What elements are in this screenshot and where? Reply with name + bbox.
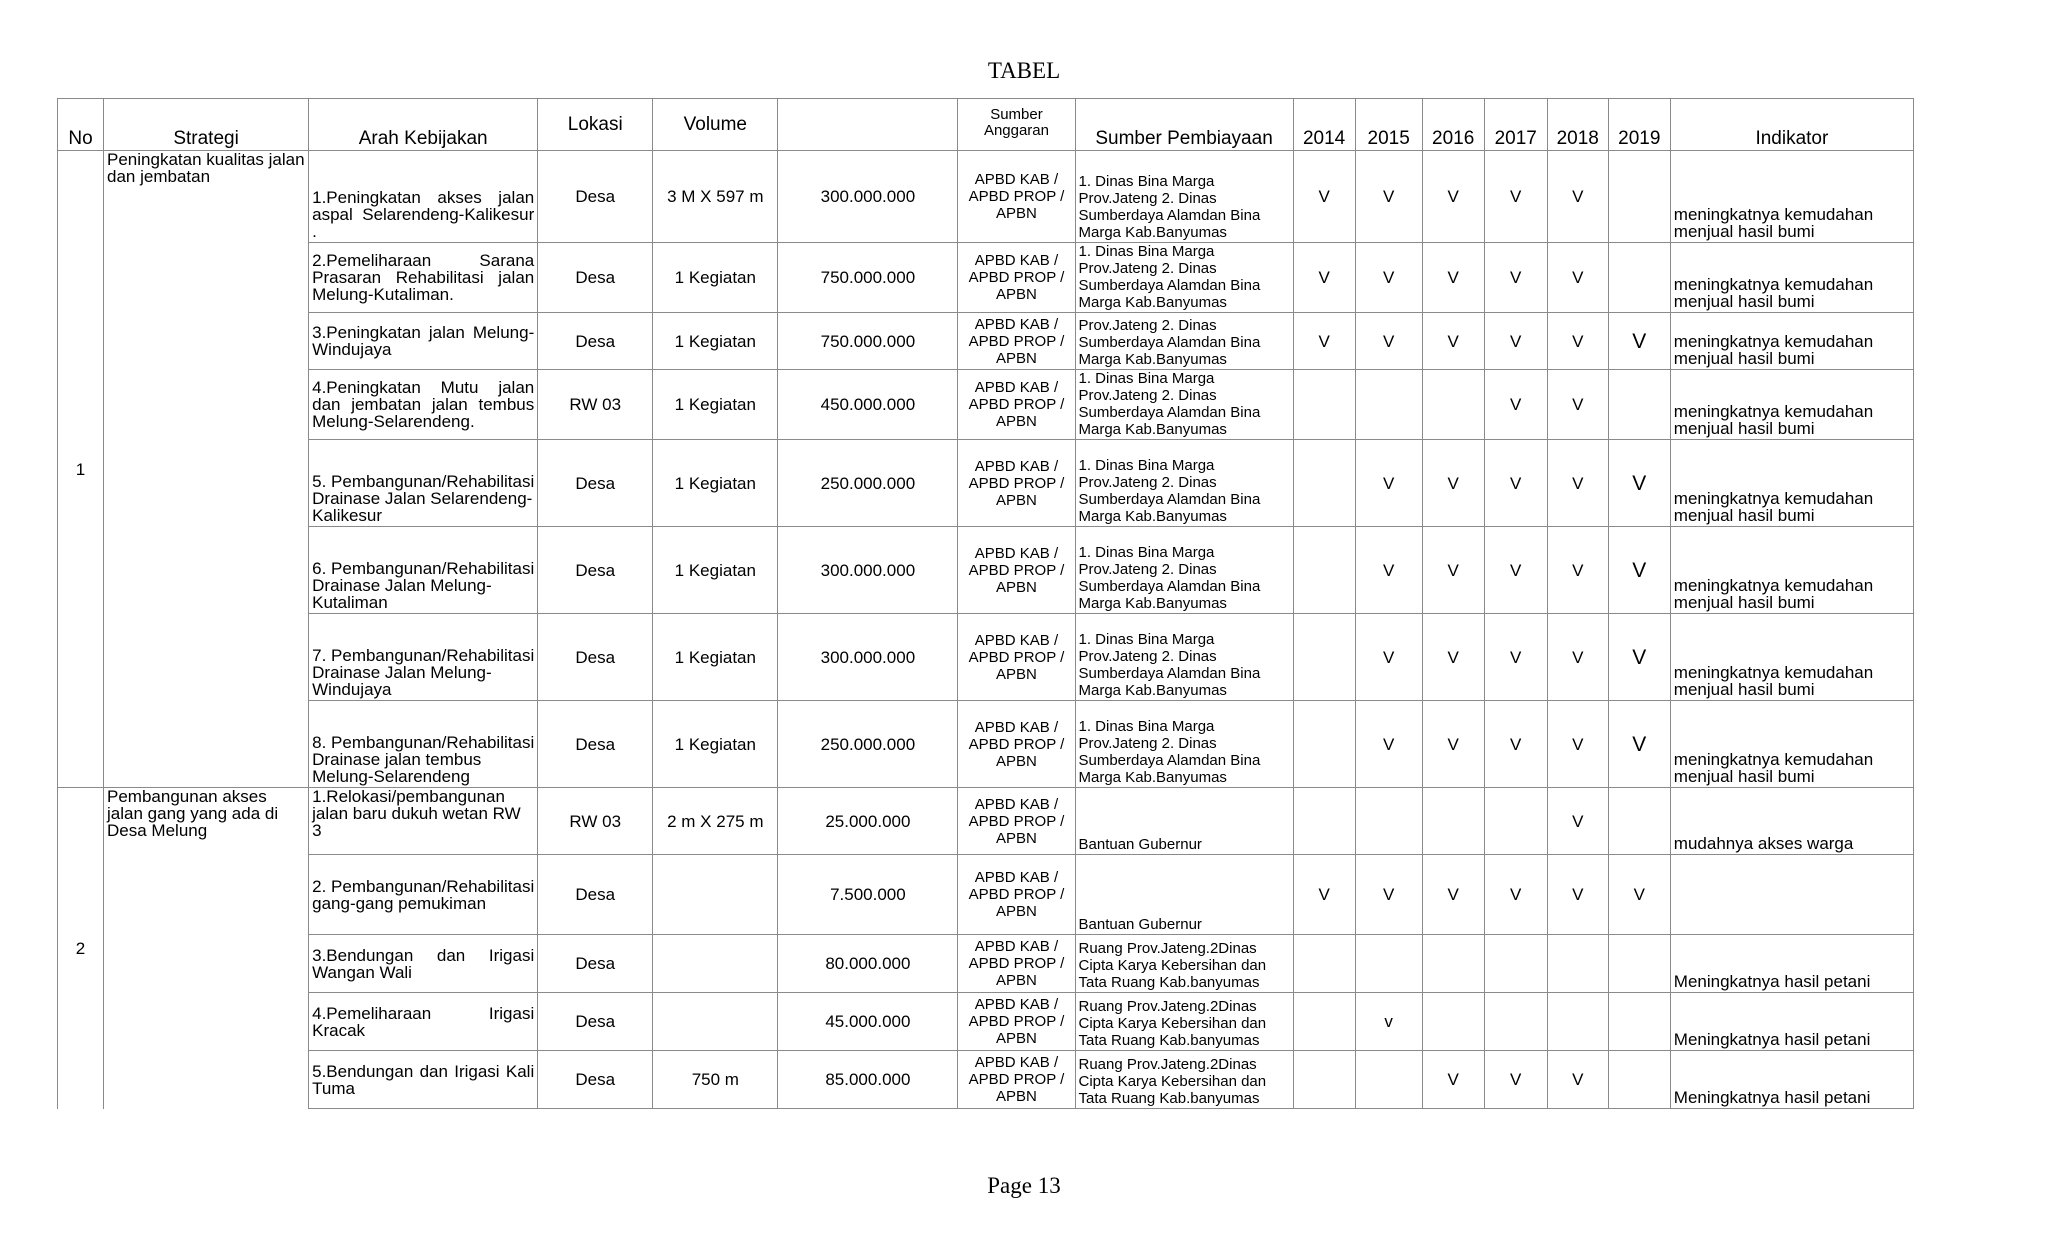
lokasi-cell: Desa xyxy=(538,527,653,614)
check-2015: V xyxy=(1355,243,1422,313)
check-2014 xyxy=(1293,440,1355,527)
volume-cell: 1 Kegiatan xyxy=(653,701,778,788)
header-2018: 2018 xyxy=(1547,99,1608,151)
check-2019: V xyxy=(1608,614,1670,701)
volume-cell: 1 Kegiatan xyxy=(653,370,778,440)
check-2014 xyxy=(1293,935,1355,993)
check-2015: V xyxy=(1355,614,1422,701)
check-2017 xyxy=(1484,935,1547,993)
indikator-cell: Meningkatnya hasil petani xyxy=(1670,993,1913,1051)
anggaran-cell: APBD KAB / APBD PROP / APBN xyxy=(958,614,1075,701)
arah-cell: 3.Peningkatan jalan Melung-Windujaya xyxy=(309,313,538,370)
indikator-cell: Meningkatnya hasil petani xyxy=(1670,1051,1913,1109)
check-2014 xyxy=(1293,614,1355,701)
header-sumber-pembiayaan: Sumber Pembiayaan xyxy=(1075,99,1293,151)
check-2015 xyxy=(1355,370,1422,440)
check-2017: V xyxy=(1484,151,1547,243)
check-2014 xyxy=(1293,1051,1355,1109)
strategi-cell: Peningkatan kualitas jalan dan jembatan xyxy=(104,151,309,788)
check-2015: V xyxy=(1355,527,1422,614)
biaya-cell: 25.000.000 xyxy=(778,788,958,855)
check-2015: V xyxy=(1355,701,1422,788)
arah-cell: 5.Bendungan dan Irigasi Kali Tuma xyxy=(309,1051,538,1109)
anggaran-cell: APBD KAB / APBD PROP / APBN xyxy=(958,151,1075,243)
header-2014: 2014 xyxy=(1293,99,1355,151)
check-2019 xyxy=(1608,1051,1670,1109)
biaya-cell: 750.000.000 xyxy=(778,313,958,370)
check-2018: V xyxy=(1547,313,1608,370)
table-row xyxy=(58,1051,1914,1109)
row-number: 2 xyxy=(58,788,104,1109)
biaya-cell: 45.000.000 xyxy=(778,993,958,1051)
anggaran-cell: APBD KAB / APBD PROP / APBN xyxy=(958,243,1075,313)
check-2019 xyxy=(1608,243,1670,313)
check-2014 xyxy=(1293,788,1355,855)
biaya-cell: 7.500.000 xyxy=(778,855,958,935)
pembiayaan-cell: 1. Dinas Bina Marga Prov.Jateng 2. Dinas Sumberdaya Alamdan Bina Marga Kab.Banyumas xyxy=(1075,440,1293,527)
check-2014: V xyxy=(1293,243,1355,313)
volume-cell xyxy=(653,993,778,1051)
anggaran-cell: APBD KAB / APBD PROP / APBN xyxy=(958,527,1075,614)
arah-cell: 7. Pembangunan/Rehabilitasi Drainase Jalan Melung-Windujaya xyxy=(309,614,538,701)
check-2017: V xyxy=(1484,370,1547,440)
check-2015: V xyxy=(1355,440,1422,527)
lokasi-cell: Desa xyxy=(538,701,653,788)
check-2018: V xyxy=(1547,151,1608,243)
anggaran-cell: APBD KAB / APBD PROP / APBN xyxy=(958,855,1075,935)
indikator-cell: meningkatnya kemudahan menjual hasil bumi xyxy=(1670,370,1913,440)
arah-cell: 3.Bendungan dan Irigasi Wangan Wali xyxy=(309,935,538,993)
check-2018: V xyxy=(1547,1051,1608,1109)
check-2016 xyxy=(1422,935,1484,993)
arah-cell: 1.Relokasi/pembangunan jalan baru dukuh wetan RW 3 xyxy=(309,788,538,855)
check-2018: V xyxy=(1547,527,1608,614)
check-2017: V xyxy=(1484,855,1547,935)
check-2017: V xyxy=(1484,440,1547,527)
check-2018: V xyxy=(1547,243,1608,313)
lokasi-cell: Desa xyxy=(538,935,653,993)
lokasi-cell: Desa xyxy=(538,151,653,243)
arah-cell: 1.Peningkatan akses jalan aspal Selarendeng-Kalikesur . xyxy=(309,151,538,243)
volume-cell: 750 m xyxy=(653,1051,778,1109)
biaya-cell: 750.000.000 xyxy=(778,243,958,313)
check-2016: V xyxy=(1422,313,1484,370)
lokasi-cell: Desa xyxy=(538,855,653,935)
pembiayaan-cell: 1. Dinas Bina Marga Prov.Jateng 2. Dinas Sumberdaya Alamdan Bina Marga Kab.Banyumas xyxy=(1075,243,1293,313)
header-arah-kebijakan: Arah Kebijakan xyxy=(309,99,538,151)
arah-cell: 2.Pemeliharaan Sarana Prasaran Rehabilitasi jalan Melung-Kutaliman. xyxy=(309,243,538,313)
strategi-cell: Pembangunan akses jalan gang yang ada di Desa Melung xyxy=(104,788,309,1109)
lokasi-cell: Desa xyxy=(538,1051,653,1109)
indikator-cell: Meningkatnya hasil petani xyxy=(1670,935,1913,993)
check-2015: V xyxy=(1355,855,1422,935)
anggaran-cell: APBD KAB / APBD PROP / APBN xyxy=(958,1051,1075,1109)
header-lokasi: Lokasi xyxy=(538,99,653,151)
check-2015 xyxy=(1355,935,1422,993)
check-2019: V xyxy=(1608,313,1670,370)
pembiayaan-cell: 1. Dinas Bina Marga Prov.Jateng 2. Dinas Sumberdaya Alamdan Bina Marga Kab.Banyumas xyxy=(1075,151,1293,243)
check-2018: V xyxy=(1547,440,1608,527)
lokasi-cell: Desa xyxy=(538,313,653,370)
check-2017: V xyxy=(1484,243,1547,313)
anggaran-cell: APBD KAB / APBD PROP / APBN xyxy=(958,370,1075,440)
header-indikator: Indikator xyxy=(1670,99,1913,151)
check-2017: V xyxy=(1484,313,1547,370)
volume-cell: 1 Kegiatan xyxy=(653,527,778,614)
check-2018: V xyxy=(1547,855,1608,935)
table-row xyxy=(58,935,1914,993)
table-body xyxy=(58,151,1914,1109)
pembiayaan-cell: 1. Dinas Bina Marga Prov.Jateng 2. Dinas Sumberdaya Alamdan Bina Marga Kab.Banyumas xyxy=(1075,614,1293,701)
check-2014 xyxy=(1293,993,1355,1051)
check-2016: V xyxy=(1422,614,1484,701)
table-row xyxy=(58,370,1914,440)
header-2017: 2017 xyxy=(1484,99,1547,151)
biaya-cell: 85.000.000 xyxy=(778,1051,958,1109)
arah-cell: 2. Pembangunan/Rehabilitasi gang-gang pemukiman xyxy=(309,855,538,935)
check-2014: V xyxy=(1293,313,1355,370)
volume-cell: 1 Kegiatan xyxy=(653,313,778,370)
indikator-cell: meningkatnya kemudahan menjual hasil bumi xyxy=(1670,243,1913,313)
anggaran-cell: APBD KAB / APBD PROP / APBN xyxy=(958,935,1075,993)
check-2016 xyxy=(1422,788,1484,855)
header-2019: 2019 xyxy=(1608,99,1670,151)
table-row xyxy=(58,788,1914,855)
pembiayaan-cell: Ruang Prov.Jateng.2Dinas Cipta Karya Kebersihan dan Tata Ruang Kab.banyumas xyxy=(1075,993,1293,1051)
table-row xyxy=(58,313,1914,370)
table-row xyxy=(58,614,1914,701)
biaya-cell: 80.000.000 xyxy=(778,935,958,993)
header-sumber-anggaran xyxy=(958,99,1075,151)
lokasi-cell: RW 03 xyxy=(538,370,653,440)
table-row xyxy=(58,440,1914,527)
indikator-cell xyxy=(1670,855,1913,935)
table-row xyxy=(58,527,1914,614)
indikator-cell: meningkatnya kemudahan menjual hasil bumi xyxy=(1670,440,1913,527)
check-2017 xyxy=(1484,788,1547,855)
table-row xyxy=(58,855,1914,935)
anggaran-cell: APBD KAB / APBD PROP / APBN xyxy=(958,788,1075,855)
check-2015: V xyxy=(1355,313,1422,370)
anggaran-cell: APBD KAB / APBD PROP / APBN xyxy=(958,313,1075,370)
volume-cell: 1 Kegiatan xyxy=(653,243,778,313)
page-title: TABEL xyxy=(987,58,1061,83)
check-2016: V xyxy=(1422,855,1484,935)
pembiayaan-cell: 1. Dinas Bina Marga Prov.Jateng 2. Dinas Sumberdaya Alamdan Bina Marga Kab.Banyumas xyxy=(1075,370,1293,440)
pembiayaan-cell: 1. Dinas Bina Marga Prov.Jateng 2. Dinas Sumberdaya Alamdan Bina Marga Kab.Banyumas xyxy=(1075,701,1293,788)
check-2019: V xyxy=(1608,855,1670,935)
biaya-cell: 450.000.000 xyxy=(778,370,958,440)
check-2018 xyxy=(1547,935,1608,993)
biaya-cell: 300.000.000 xyxy=(778,151,958,243)
lokasi-cell: Desa xyxy=(538,440,653,527)
check-2015: V xyxy=(1355,151,1422,243)
check-2016: V xyxy=(1422,151,1484,243)
check-2014: V xyxy=(1293,855,1355,935)
table-row xyxy=(58,993,1914,1051)
check-2018 xyxy=(1547,993,1608,1051)
anggaran-cell: APBD KAB / APBD PROP / APBN xyxy=(958,440,1075,527)
check-2019: V xyxy=(1608,701,1670,788)
check-2015: v xyxy=(1355,993,1422,1051)
volume-cell xyxy=(653,855,778,935)
check-2015 xyxy=(1355,1051,1422,1109)
check-2018: V xyxy=(1547,701,1608,788)
header-sumber-anggaran-line2: Anggaran xyxy=(983,122,1049,139)
biaya-cell: 300.000.000 xyxy=(778,527,958,614)
plan-table xyxy=(57,98,1914,1109)
check-2017: V xyxy=(1484,1051,1547,1109)
check-2019: V xyxy=(1608,527,1670,614)
check-2015 xyxy=(1355,788,1422,855)
arah-cell: 6. Pembangunan/Rehabilitasi Drainase Jalan Melung-Kutaliman xyxy=(309,527,538,614)
lokasi-cell: Desa xyxy=(538,243,653,313)
pembiayaan-cell: Ruang Prov.Jateng.2Dinas Cipta Karya Kebersihan dan Tata Ruang Kab.banyumas xyxy=(1075,1051,1293,1109)
table-row xyxy=(58,151,1914,243)
check-2018: V xyxy=(1547,788,1608,855)
check-2014: V xyxy=(1293,151,1355,243)
header-no: No xyxy=(58,99,104,151)
check-2016: V xyxy=(1422,1051,1484,1109)
lokasi-cell: RW 03 xyxy=(538,788,653,855)
header-strategi: Strategi xyxy=(104,99,309,151)
arah-cell: 4.Pemeliharaan Irigasi Kracak xyxy=(309,993,538,1051)
check-2014 xyxy=(1293,527,1355,614)
check-2016: V xyxy=(1422,243,1484,313)
pembiayaan-cell: Bantuan Gubernur xyxy=(1075,855,1293,935)
header-2015: 2015 xyxy=(1355,99,1422,151)
biaya-cell: 250.000.000 xyxy=(778,440,958,527)
anggaran-cell: APBD KAB / APBD PROP / APBN xyxy=(958,993,1075,1051)
indikator-cell: meningkatnya kemudahan menjual hasil bumi xyxy=(1670,701,1913,788)
biaya-cell: 300.000.000 xyxy=(778,614,958,701)
check-2017: V xyxy=(1484,527,1547,614)
check-2018: V xyxy=(1547,614,1608,701)
volume-cell: 1 Kegiatan xyxy=(653,440,778,527)
check-2017 xyxy=(1484,993,1547,1051)
table-row xyxy=(58,243,1914,313)
check-2014 xyxy=(1293,701,1355,788)
check-2016: V xyxy=(1422,701,1484,788)
pembiayaan-cell: Prov.Jateng 2. Dinas Sumberdaya Alamdan Bina Marga Kab.Banyumas xyxy=(1075,313,1293,370)
check-2016 xyxy=(1422,993,1484,1051)
lokasi-cell: Desa xyxy=(538,614,653,701)
check-2016 xyxy=(1422,370,1484,440)
header-biaya xyxy=(778,99,958,151)
indikator-cell: mudahnya akses warga xyxy=(1670,788,1913,855)
check-2019 xyxy=(1608,788,1670,855)
table-row xyxy=(58,701,1914,788)
check-2019 xyxy=(1608,151,1670,243)
pembiayaan-cell: Ruang Prov.Jateng.2Dinas Cipta Karya Kebersihan dan Tata Ruang Kab.banyumas xyxy=(1075,935,1293,993)
volume-cell: 1 Kegiatan xyxy=(653,614,778,701)
indikator-cell: meningkatnya kemudahan menjual hasil bumi xyxy=(1670,527,1913,614)
indikator-cell: meningkatnya kemudahan menjual hasil bumi xyxy=(1670,151,1913,243)
check-2017: V xyxy=(1484,701,1547,788)
pembiayaan-cell: 1. Dinas Bina Marga Prov.Jateng 2. Dinas Sumberdaya Alamdan Bina Marga Kab.Banyumas xyxy=(1075,527,1293,614)
biaya-cell: 250.000.000 xyxy=(778,701,958,788)
check-2017: V xyxy=(1484,614,1547,701)
row-number: 1 xyxy=(58,151,104,788)
header-2016: 2016 xyxy=(1422,99,1484,151)
header-row xyxy=(58,99,1914,151)
pembiayaan-cell: Bantuan Gubernur xyxy=(1075,788,1293,855)
arah-cell: 5. Pembangunan/Rehabilitasi Drainase Jalan Selarendeng-Kalikesur xyxy=(309,440,538,527)
volume-cell xyxy=(653,935,778,993)
check-2019: V xyxy=(1608,440,1670,527)
check-2016: V xyxy=(1422,440,1484,527)
header-sumber-anggaran-line1: Sumber xyxy=(990,106,1043,123)
check-2014 xyxy=(1293,370,1355,440)
indikator-cell: meningkatnya kemudahan menjual hasil bumi xyxy=(1670,614,1913,701)
volume-cell: 2 m X 275 m xyxy=(653,788,778,855)
header-volume: Volume xyxy=(653,99,778,151)
check-2019 xyxy=(1608,370,1670,440)
volume-cell: 3 M X 597 m xyxy=(653,151,778,243)
check-2019 xyxy=(1608,935,1670,993)
lokasi-cell: Desa xyxy=(538,993,653,1051)
indikator-cell: meningkatnya kemudahan menjual hasil bumi xyxy=(1670,313,1913,370)
check-2019 xyxy=(1608,993,1670,1051)
arah-cell: 8. Pembangunan/Rehabilitasi Drainase jalan tembus Melung-Selarendeng xyxy=(309,701,538,788)
check-2018: V xyxy=(1547,370,1608,440)
check-2016: V xyxy=(1422,527,1484,614)
page-number: Page 13 xyxy=(987,1173,1061,1198)
arah-cell: 4.Peningkatan Mutu jalan dan jembatan jalan tembus Melung-Selarendeng. xyxy=(309,370,538,440)
anggaran-cell: APBD KAB / APBD PROP / APBN xyxy=(958,701,1075,788)
